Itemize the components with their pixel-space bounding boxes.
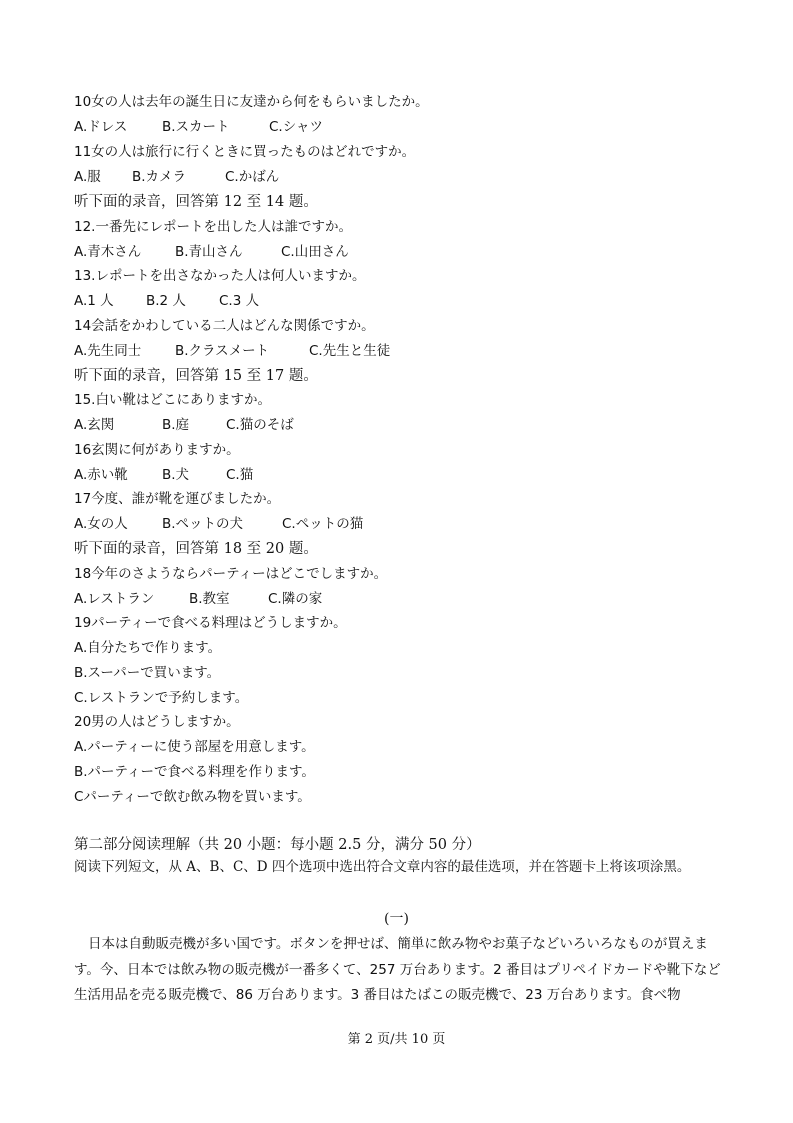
question-11-options	[74, 168, 279, 186]
option: A.赤い靴	[74, 467, 128, 483]
question-14: 14会話をかわしている二人はどんな関係ですか。	[74, 318, 375, 334]
listening-instruction: 听下面的录音，回答第 18 至 20 题。	[74, 541, 318, 557]
option: A.先生同士	[74, 343, 142, 359]
question-10-options	[74, 118, 323, 136]
option: A.レストラン	[74, 591, 155, 607]
question-18-options	[74, 590, 322, 608]
question-13: 13.レポートを出さなかった人は何人いますか。	[74, 268, 366, 284]
option: B.教室	[189, 591, 230, 607]
option: B.犬	[162, 467, 190, 483]
option: B.ペットの犬	[162, 516, 244, 532]
option: C.隣の家	[268, 591, 323, 607]
listening-instruction: 听下面的录音，回答第 12 至 14 题。	[74, 194, 318, 210]
question-13-options	[74, 292, 259, 310]
option: B.青山さん	[175, 244, 243, 260]
option: C.3 人	[219, 293, 260, 309]
option: C.山田さん	[281, 244, 349, 260]
question-17-options	[74, 515, 363, 533]
question-20: 20男の人はどうしますか。	[74, 714, 240, 730]
answer-line: Cパーティーで飲む飲み物を買います。	[74, 789, 311, 805]
option: B.スカート	[162, 119, 230, 135]
section-instruction: 阅读下列短文，从 A、B、C、D 四个选项中选出符合文章内容的最佳选项，并在答题卡上将该项涂黑。	[74, 859, 691, 875]
answer-line: C.レストランで予約します。	[74, 690, 249, 706]
option: C.猫のそば	[226, 417, 294, 433]
question-17: 17今度、誰が靴を運びましたか。	[74, 491, 281, 507]
option: A.玄関	[74, 417, 115, 433]
option: B.庭	[162, 417, 190, 433]
option: A.服	[74, 169, 101, 185]
option: C.猫	[226, 467, 254, 483]
option: C.かばん	[225, 169, 280, 185]
option: A.ドレス	[74, 119, 128, 135]
page-footer: 第 2 页/共 10 页	[347, 1032, 446, 1047]
option: C.先生と生徒	[309, 343, 391, 359]
question-10: 10女の人は去年の誕生日に友達から何をもらいましたか。	[74, 94, 429, 110]
question-15: 15.白い靴はどこにありますか。	[74, 392, 271, 408]
question-18: 18今年のさようならパーティーはどこでしますか。	[74, 566, 388, 582]
option: B.カメラ	[132, 169, 187, 185]
answer-line: B.パーティーで食べる料理を作ります。	[74, 764, 315, 780]
reading-passage: 日本は自動販売機が多い国です。ボタンを押せば、簡単に飲み物やお菓子などいろいろなものが買えます。今、日本では飲み物の販売機が一番多くて、257 万台あります。2 番目はプリペイドカードや靴下など生活用品を売る販売機で、86 万台あります。3 番目はたばこの販売機で、23 万台あります。食べ物	[74, 936, 721, 1003]
question-16: 16玄関に何がありますか。	[74, 442, 240, 458]
question-19: 19パーティーで食べる料理はどうしますか。	[74, 615, 347, 631]
option: C.シャツ	[269, 119, 323, 135]
listening-instruction: 听下面的录音，回答第 15 至 17 题。	[74, 368, 318, 384]
question-11: 11女の人は旅行に行くときに買ったものはどれですか。	[74, 144, 416, 160]
answer-line: A.パーティーに使う部屋を用意します。	[74, 739, 315, 755]
answer-line: A.自分たちで作ります。	[74, 640, 222, 656]
question-12-options	[74, 243, 349, 261]
option: B.2 人	[146, 293, 186, 309]
question-14-options	[74, 342, 390, 360]
option: A.青木さん	[74, 244, 142, 260]
part-label: (一)	[384, 911, 409, 927]
option: B.クラスメート	[175, 343, 270, 359]
section-heading: 第二部分阅读理解（共 20 小题：每小题 2.5 分，满分 50 分）	[74, 837, 481, 853]
option: C.ペットの猫	[282, 516, 364, 532]
answer-line: B.スーパーで買います。	[74, 665, 221, 681]
option: A.1 人	[74, 293, 114, 309]
question-15-options	[74, 416, 294, 434]
question-12: 12.一番先にレポートを出した人は誰ですか。	[74, 219, 352, 235]
question-16-options	[74, 466, 253, 484]
option: A.女の人	[74, 516, 128, 532]
